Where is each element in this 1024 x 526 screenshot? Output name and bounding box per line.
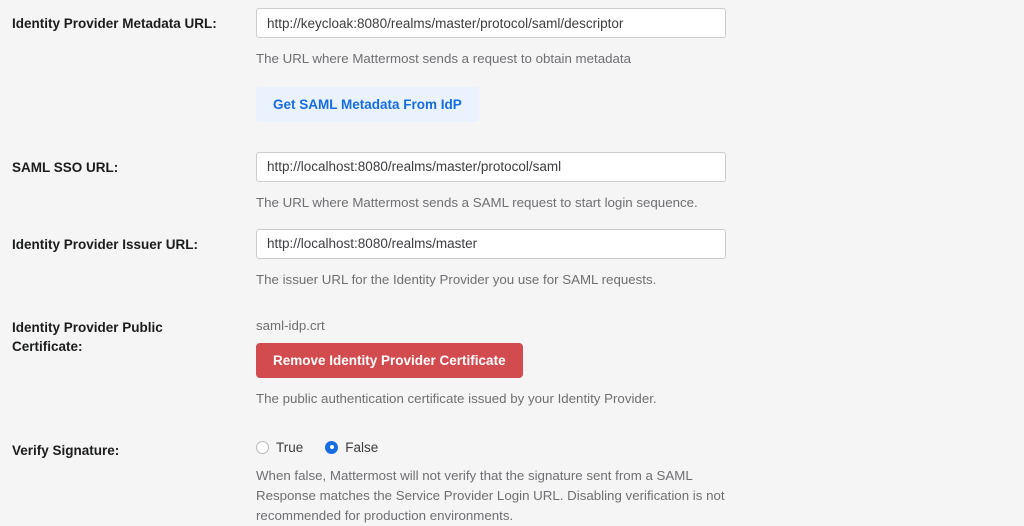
- row-spacer: [0, 122, 1024, 152]
- row-spacer: [0, 213, 1024, 229]
- help-idp-metadata-url: The URL where Mattermost sends a request to obtain metadata: [256, 51, 631, 66]
- form-row-idp-public-certificate: [0, 312, 1024, 409]
- form-row-verify-signature: [0, 435, 1024, 526]
- control-verify-signature: [240, 435, 1024, 526]
- radio-unchecked-icon[interactable]: [256, 441, 269, 454]
- label-saml-sso-url: SAML SSO URL:: [12, 159, 119, 175]
- verify-signature-radio-true[interactable]: [256, 440, 303, 455]
- verify-signature-true-label: True: [276, 439, 304, 455]
- get-saml-metadata-button[interactable]: Get SAML Metadata From IdP: [256, 87, 479, 122]
- help-saml-sso-url: The URL where Mattermost sends a SAML request to start login sequence.: [256, 194, 698, 210]
- help-idp-issuer-url: The issuer URL for the Identity Provider you use for SAML requests.: [256, 271, 657, 287]
- idp-metadata-url-input[interactable]: [256, 8, 726, 38]
- control-saml-sso-url: [240, 152, 1024, 213]
- row-spacer: [0, 290, 1024, 312]
- row-spacer: [0, 409, 1024, 435]
- saml-sso-url-input[interactable]: [256, 152, 726, 182]
- label-idp-issuer-url: Identity Provider Issuer URL:: [12, 236, 199, 252]
- label-idp-metadata-url: Identity Provider Metadata URL:: [12, 16, 217, 31]
- idp-issuer-url-input[interactable]: [256, 229, 726, 259]
- control-idp-public-certificate: [240, 312, 1024, 409]
- help-idp-public-certificate: The public authentication certificate issued by your Identity Provider.: [256, 390, 657, 406]
- label-verify-signature: Verify Signature:: [12, 442, 120, 458]
- control-idp-metadata-url: [240, 8, 1024, 122]
- certificate-filename: saml-idp.crt: [256, 317, 325, 333]
- form-row-idp-metadata-url: [0, 8, 1024, 122]
- verify-signature-radio-group: [256, 435, 1008, 455]
- form-row-saml-sso-url: [0, 152, 1024, 213]
- radio-checked-icon[interactable]: [325, 441, 338, 454]
- help-verify-signature: When false, Mattermost will not verify that the signature sent from a SAML Response matches the Service Provider Login URL. Disabling verification is not recommended for production environments.: [256, 467, 725, 523]
- verify-signature-false-label: False: [345, 439, 379, 455]
- label-idp-public-certificate: Identity Provider Public Certificate:: [12, 319, 163, 354]
- remove-identity-provider-certificate-button[interactable]: Remove Identity Provider Certificate: [256, 343, 523, 378]
- form-row-idp-issuer-url: [0, 229, 1024, 290]
- verify-signature-radio-false[interactable]: [325, 440, 378, 455]
- control-idp-issuer-url: [240, 229, 1024, 290]
